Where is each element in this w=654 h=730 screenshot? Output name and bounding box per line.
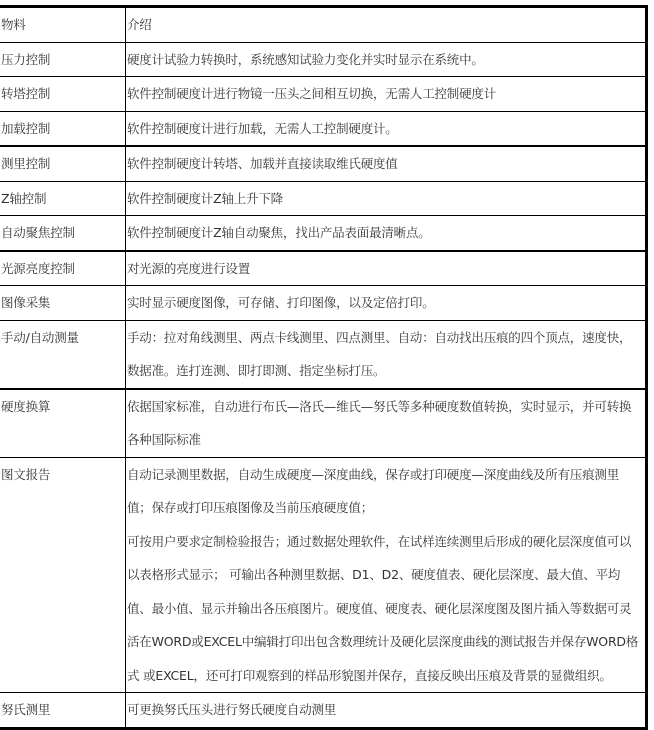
row-name: 加载控制 [0,111,126,146]
description-paragraph: 可按用户要求定制检验报告；通过数据处理软件，在试样连续测里后形成的硬化层深度值可以以表格形式显示； 可输出各种测里数据、D1、D2、硬度值表、硬化层深度、最大值、平均值、最小值、显示并输出各压痕图片。硬度值、硬度表、硬化层深度图及图片插入等数据可灵活在WORD或EXCEL中编辑打印出包含数理统计及硬化层深度曲线的测试报告并保存WORD格式 或EXCEL，还可打印观察到的样品形貌图并保存，直接反映出压痕及背景的显微组织。 [127,533,639,683]
description-paragraph: 软件控制硬度计Z轴自动聚焦，找出产品表面最清晰点。 [127,225,431,240]
row-description [126,146,647,181]
description-paragraph: 依据国家标准，自动进行布氏—洛氏—维氏—努氏等多种硬度数值转换，实时显示，并可转换各种国际标准 [127,398,632,447]
description-paragraph: 软件控制硬度计进行物镜一压头之间相互切换，无需人工控制硬度计 [127,86,497,101]
row-name: 图像采集 [0,286,126,321]
row-name: 测里控制 [0,146,126,181]
description-paragraph: 硬度计试验力转换时，系统感知试验力变化并实时显示在系统中。 [127,51,484,67]
row-name: 努氏测里 [0,693,126,729]
row-name: 硬度换算 [0,389,126,458]
table-row [0,286,647,321]
description-paragraph: 手动：拉对角线测里、两点卡线测里、四点测里、自动：自动找出压痕的四个顶点，速度快，数据准。连打连测、即打即测、指定坐标打压。 [127,329,632,378]
table-row [0,216,647,251]
row-description [126,320,647,389]
table-row [0,389,647,458]
row-name: 手动/自动测量 [0,320,126,389]
table-row [0,146,647,181]
row-description [126,216,647,251]
row-description [126,251,647,286]
feature-table [0,5,648,730]
row-name: 图文报告 [0,457,126,693]
description-paragraph: 软件控制硬度计转塔、加载并直接读取维氏硬度值 [127,156,398,171]
row-description [126,457,647,693]
row-description [126,77,647,112]
table-row [0,111,647,146]
description-paragraph: 软件控制硬度计Z轴上升下降 [127,190,283,206]
table-row [0,42,647,77]
row-description [126,181,647,216]
table-row [0,77,647,112]
table-row [0,320,647,389]
description-paragraph: 实时显示硬度图像，可存储、打印图像，以及定倍打印。 [127,295,435,310]
row-description [126,42,647,77]
table-row [0,457,647,693]
row-name: 转塔控制 [0,77,126,112]
description-paragraph: 软件控制硬度计进行加载，无需人工控制硬度计。 [127,120,398,136]
table-row [0,251,647,286]
description-paragraph: 自动记录测里数据，自动生成硬度—深度曲线，保存或打印硬度—深度曲线及所有压痕测里值；保存或打印压痕图像及当前压痕硬度值； [127,466,620,515]
row-description [126,111,647,146]
row-description [126,286,647,321]
row-description [126,389,647,458]
row-name: 压力控制 [0,42,126,77]
table-header-row [0,7,647,43]
table-row [0,693,647,729]
table-row [0,181,647,216]
description-paragraph: 可更换努氏压头进行努氏硬度自动测里 [127,702,337,717]
row-name: 光源亮度控制 [0,251,126,286]
row-name: Z轴控制 [0,181,126,216]
row-name: 自动聚焦控制 [0,216,126,251]
row-description [126,693,647,729]
header-introduction: 介绍 [126,7,647,43]
header-material: 物料 [0,7,126,43]
description-paragraph: 对光源的亮度进行设置 [127,260,251,276]
